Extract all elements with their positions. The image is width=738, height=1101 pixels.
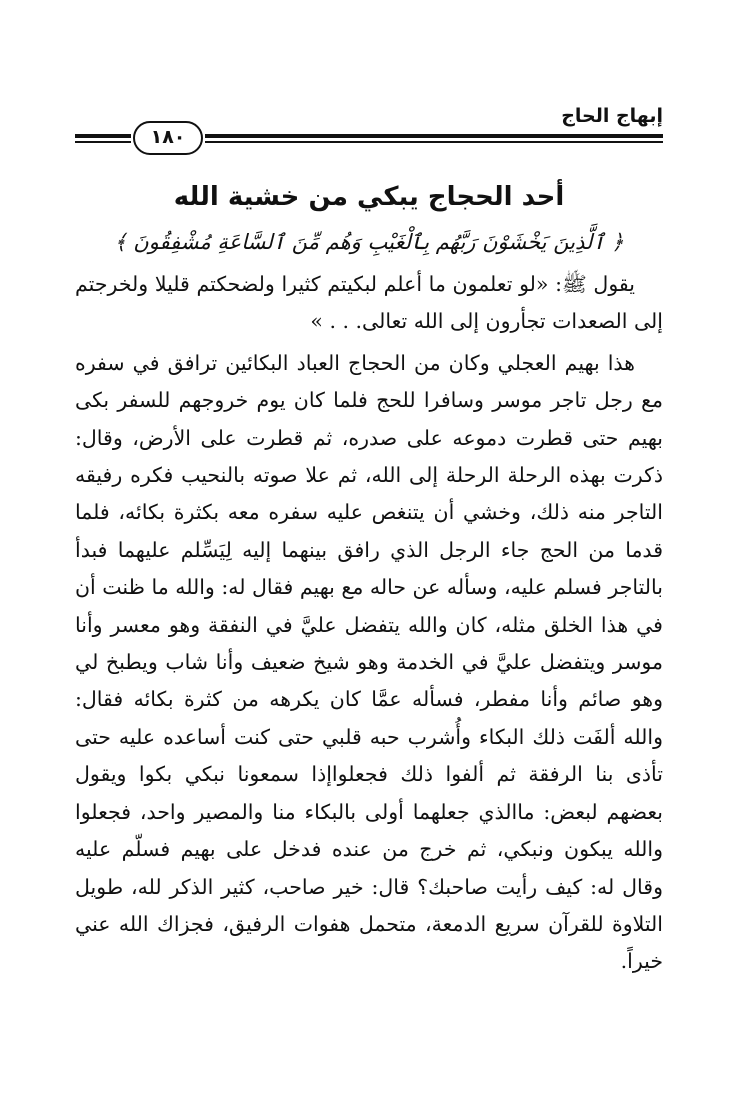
header-rule-thick-right (205, 134, 663, 138)
paragraph-story: هذا بهيم العجلي وكان من الحجاج العباد البكائين ترافق في سفره مع رجل تاجر موسر وسافرا للحج فلما كان يوم خروجهم للسفر بكى بهيم حتى قطرت دموعه على صدره، ثم قطرت على الأرض، وقال: ذكرت بهذه الرحلة الرحلة إلى الله، ثم علا صوته بالنحيب فكره رفيقه التاجر منه ذلك، وخشي أن يتنغص عليه سفره معه بكثرة بكائه، فلما قدما من الحج جاء الرجل الذي رافق بينهما إليه لِيَسِّلم عليهما فبدأ بالتاجر فسلم عليه، وسأله عن حاله مع بهيم فقال له: والله ما ظنت أن في هذا الخلق مثله، كان والله يتفضل عليَّ في النفقة وهو معسر وأنا موسر ويتفضل عليَّ في الخدمة وهو شيخ ضعيف وأنا شاب ويطبخ لي وهو صائم وأنا مفطر، فسأله عمَّا كان يكرهه من كثرة بكائه فقال: والله ألفَت ذلك البكاء وأُشرب حبه قلبي حتى كنت أساعده عليه حتى تأذى بنا الرفقة ثم ألفوا ذلك فجعلواإذا سمعونا نبكي بكوا ويقول بعضهم لبعض: ماالذي جعلهما أولى بالبكاء منا والمصير واحد، فجعلوا والله يبكون ونبكي، ثم خرج من عنده فدخل على بهيم فسلّم عليه وقال له: كيف رأيت صاحبك؟ قال: خير صاحب، كثير الذكر لله، طويل التلاوة للقرآن سريع الدمعة، متحمل هفوات الرفيق، فجزاك الله عني خيراً. (75, 350, 663, 974)
header-rule-thick-left (75, 134, 131, 138)
header-rule-thin-right (205, 141, 663, 143)
body-text (75, 266, 663, 981)
paragraph-hadith: يقول ﷺ: «لو تعلمون ما أعلم لبكيتم كثيرا ولضحكتم قليلا ولخرجتم إلى الصعدات تجأرون إلى الله تعالى. . . » (75, 272, 663, 334)
chapter-title: أحد الحجاج يبكي من خشية الله (173, 182, 565, 212)
page-number: ١٨٠ (133, 121, 203, 155)
header-rule-thin-left (75, 141, 131, 143)
running-header (75, 104, 663, 164)
book-title: إبهاج الحاج (561, 105, 663, 127)
quran-verse: ﴿ ٱلَّذِينَ يَخْشَوْنَ رَبَّهُم بِٱلْغَيْبِ وَهُم مِّنَ ٱلسَّاعَةِ مُشْفِقُونَ ﴾ (114, 230, 624, 254)
